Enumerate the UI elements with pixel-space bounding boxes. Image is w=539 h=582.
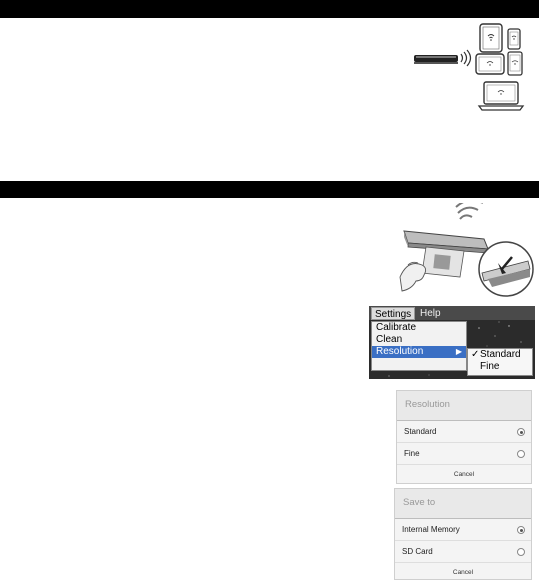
check-icon: ✓	[471, 349, 480, 360]
wifi-signal-icon	[456, 203, 483, 219]
save-to-dialog	[394, 488, 532, 580]
submenu-item-label: Fine	[480, 361, 500, 372]
submenu-item-standard[interactable]	[468, 349, 532, 361]
resolution-submenu	[467, 348, 533, 376]
menu-settings[interactable]: Settings	[371, 307, 415, 320]
settings-menu-screenshot	[369, 306, 535, 379]
zoom-inset	[479, 242, 533, 296]
tablet-icon	[480, 24, 502, 52]
menu-item-label: Resolution	[376, 346, 424, 357]
phone-icon	[508, 52, 522, 75]
option-fine[interactable]	[397, 443, 531, 465]
submenu-item-fine[interactable]	[468, 361, 532, 373]
menu-item-clean[interactable]: Clean	[376, 334, 403, 345]
laptop-icon	[479, 82, 523, 110]
section-header-bar	[0, 0, 539, 18]
option-standard[interactable]	[397, 421, 531, 443]
radio-icon[interactable]	[517, 428, 525, 436]
menu-item-resolution[interactable]	[372, 346, 466, 358]
scanner-photo	[378, 203, 534, 303]
scanner-icon	[414, 55, 458, 64]
phone-icon	[508, 29, 520, 49]
card-icon	[422, 247, 464, 277]
wifi-devices-illustration	[412, 22, 532, 116]
hand-icon	[400, 262, 426, 291]
wifi-signal-icon	[461, 50, 471, 66]
tablet-landscape-icon	[476, 54, 504, 74]
cancel-button[interactable]: Cancel	[452, 569, 474, 576]
radio-icon[interactable]	[517, 450, 525, 458]
radio-icon[interactable]	[517, 526, 525, 534]
cancel-button[interactable]: Cancel	[453, 471, 475, 478]
menu-item-calibrate[interactable]: Calibrate	[376, 322, 417, 333]
option-sd-card[interactable]	[395, 541, 531, 563]
chevron-right-icon: ▶	[455, 347, 462, 356]
option-label: SD Card	[402, 547, 433, 556]
menu-bar	[369, 306, 535, 320]
option-label: Standard	[404, 427, 437, 436]
settings-dropdown	[371, 321, 467, 371]
option-internal-memory[interactable]	[395, 519, 531, 541]
resolution-dialog	[396, 390, 532, 484]
dialog-title: Resolution	[397, 391, 531, 421]
section-header-bar	[0, 181, 539, 198]
option-label: Fine	[404, 449, 420, 458]
option-label: Internal Memory	[402, 525, 460, 534]
radio-icon[interactable]	[517, 548, 525, 556]
dialog-title: Save to	[395, 489, 531, 519]
submenu-item-label: Standard	[480, 349, 521, 360]
menu-help[interactable]: Help	[420, 308, 441, 319]
